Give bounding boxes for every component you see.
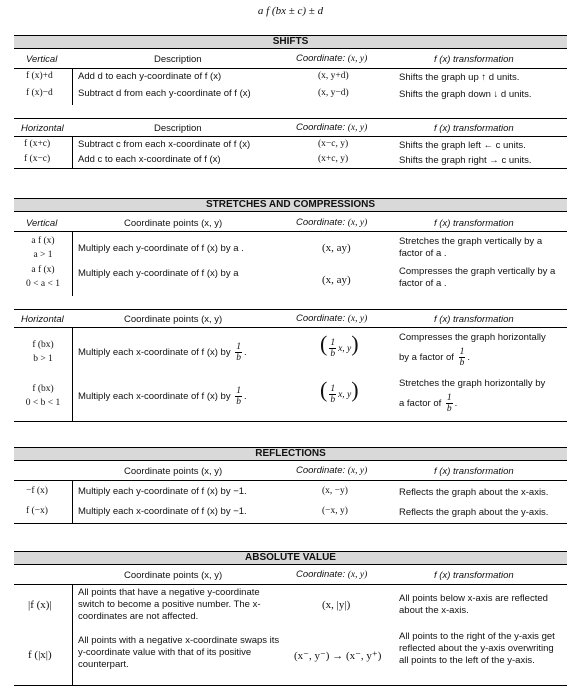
- shifts-band: SHIFTS: [14, 36, 567, 49]
- transformation: Shifts the graph left ← c units.: [399, 140, 526, 151]
- description: Multiply each y-coordinate of f (x) by −1.: [78, 486, 247, 497]
- header-description: Description: [154, 54, 202, 65]
- function-label: −f (x): [26, 486, 48, 496]
- transformation: Compresses the graph vertically by a factor of a .: [399, 266, 556, 289]
- absolute-body: [14, 584, 567, 686]
- coordinate: (x, y+d): [318, 71, 349, 81]
- header-transformation: f (x) transformation: [434, 466, 514, 477]
- fraction: $\frac{1}{b}$: [236, 386, 241, 407]
- header-coordinate: Coordinate: (x, y): [296, 569, 368, 580]
- header-transformation: f (x) transformation: [434, 314, 514, 325]
- coordinate: (x, y−d): [318, 88, 349, 98]
- shifts-horizontal-header: [14, 118, 567, 137]
- stretches-band: STRETCHES AND COMPRESSIONS: [14, 199, 567, 212]
- stretches-horizontal-body: [14, 327, 567, 422]
- absolute-band: ABSOLUTE VALUE: [14, 552, 567, 565]
- function-label: f (x−c): [24, 154, 51, 164]
- reflections-body: [14, 480, 567, 524]
- header-kind: Horizontal: [21, 123, 64, 134]
- coordinate: ( $\frac{1}{b}$ x, y): [320, 377, 359, 405]
- transformation: Compresses the graph horizontally by a factor of $\frac{1}{b}$ .: [399, 332, 546, 368]
- function-cell: a f (x) a > 1: [31, 236, 55, 260]
- shifts-vertical-header: [14, 50, 567, 68]
- reflections-header: [14, 462, 567, 480]
- coordinate: (x, −y): [322, 486, 348, 496]
- function-cell: f (bx) b > 1: [32, 340, 54, 364]
- header-description: Coordinate points (x, y): [124, 570, 223, 581]
- description: Subtract c from each x-coordinate of f (x): [78, 139, 251, 150]
- description: Multiply each x-coordinate of f (x) by $\frac{1}{b}$ .: [78, 386, 247, 407]
- transformation: Shifts the graph up ↑ d units.: [399, 72, 520, 83]
- header-description: Description: [154, 123, 202, 134]
- description: Multiply each x-coordinate of f (x) by $\frac{1}{b}$ .: [78, 342, 247, 363]
- header-transformation: f (x) transformation: [434, 570, 514, 581]
- header-description: Coordinate points (x, y): [124, 218, 223, 229]
- header-description: Coordinate points (x, y): [124, 466, 223, 477]
- function-label: f (x+c): [24, 139, 51, 149]
- description: Multiply each y-coordinate of f (x) by a: [78, 268, 239, 279]
- header-coordinate: Coordinate: (x, y): [296, 313, 368, 324]
- transformation: Shifts the graph right → c units.: [399, 155, 532, 166]
- coordinate: ( $\frac{1}{b}$ x, y): [320, 331, 359, 359]
- function-label: |f (x)|: [28, 599, 52, 611]
- header-kind: Vertical: [26, 54, 58, 65]
- header-coordinate: Coordinate: (x, y): [296, 465, 368, 476]
- coordinate: (x, ay): [322, 274, 351, 286]
- stretches-section: [14, 198, 567, 422]
- absolute-section: [14, 551, 567, 686]
- transformation: Stretches the graph horizontally by a factor of $\frac{1}{b}$ .: [399, 378, 546, 414]
- function-label: f (|x|): [28, 649, 52, 661]
- coordinate: (x, |y|): [322, 599, 351, 611]
- header-coordinate: Coordinate: (x, y): [296, 217, 368, 228]
- description: Add c to each x-coordinate of f (x): [78, 154, 221, 165]
- header-coordinate: Coordinate: (x, y): [296, 53, 368, 64]
- reflections-section: [14, 447, 567, 524]
- header-transformation: f (x) transformation: [434, 54, 514, 65]
- header-coordinate: Coordinate: (x, y): [296, 122, 368, 133]
- transformation: Stretches the graph vertically by a factor of a .: [399, 236, 543, 259]
- coordinate: (−x, y): [322, 506, 348, 516]
- header-kind: Vertical: [26, 218, 58, 229]
- description: Add d to each y-coordinate of f (x): [78, 71, 222, 82]
- reflections-band: REFLECTIONS: [14, 448, 567, 461]
- stretches-horizontal-header: [14, 309, 567, 328]
- function-label: f (x)+d: [26, 71, 53, 81]
- header-transformation: f (x) transformation: [434, 218, 514, 229]
- coordinate: (x+c, y): [318, 154, 349, 164]
- header-transformation: f (x) transformation: [434, 123, 514, 134]
- description: Multiply each x-coordinate of f (x) by −1.: [78, 506, 247, 517]
- transformation: Reflects the graph about the x-axis.: [399, 487, 549, 498]
- shifts-section: [14, 35, 567, 169]
- transformation: All points below x-axis are reflected about the x-axis.: [399, 593, 548, 616]
- header-description: Coordinate points (x, y): [124, 314, 223, 325]
- coordinate: (x−c, y): [318, 139, 349, 149]
- description: All points with a negative x-coordinate swaps its y-coordinate value with that of its positive counterpart.: [78, 635, 280, 670]
- function-cell: f (bx) 0 < b < 1: [25, 384, 61, 408]
- function-label: f (x)−d: [26, 88, 53, 98]
- header-kind: Horizontal: [21, 314, 64, 325]
- absolute-header: [14, 566, 567, 584]
- description: Subtract d from each y-coordinate of f (x): [78, 88, 251, 99]
- transformation: Reflects the graph about the y-axis.: [399, 507, 549, 518]
- fraction: $\frac{1}{b}$: [236, 342, 241, 363]
- coordinate: (x⁻, y⁻) → (x⁻, y⁺): [294, 650, 382, 662]
- shifts-horizontal-body: [14, 136, 567, 169]
- function-cell: a f (x) 0 < a < 1: [26, 265, 60, 289]
- description: All points that have a negative y-coordinate switch to become a positive number. The x-coordinates are not affected.: [78, 587, 261, 622]
- shifts-vertical-body: [14, 68, 567, 105]
- transformation: All points to the right of the y-axis get reflected about the y-axis overwriting all points to the left of the y-axis.: [399, 631, 555, 666]
- stretches-vertical-header: [14, 213, 567, 231]
- description: Multiply each y-coordinate of f (x) by a .: [78, 243, 244, 254]
- coordinate: (x, ay): [322, 242, 351, 254]
- page-title: a f (bx ± c) ± d: [257, 5, 324, 17]
- function-label: f (−x): [26, 506, 48, 516]
- transformation: Shifts the graph down ↓ d units.: [399, 89, 532, 100]
- stretches-vertical-body: [14, 231, 567, 296]
